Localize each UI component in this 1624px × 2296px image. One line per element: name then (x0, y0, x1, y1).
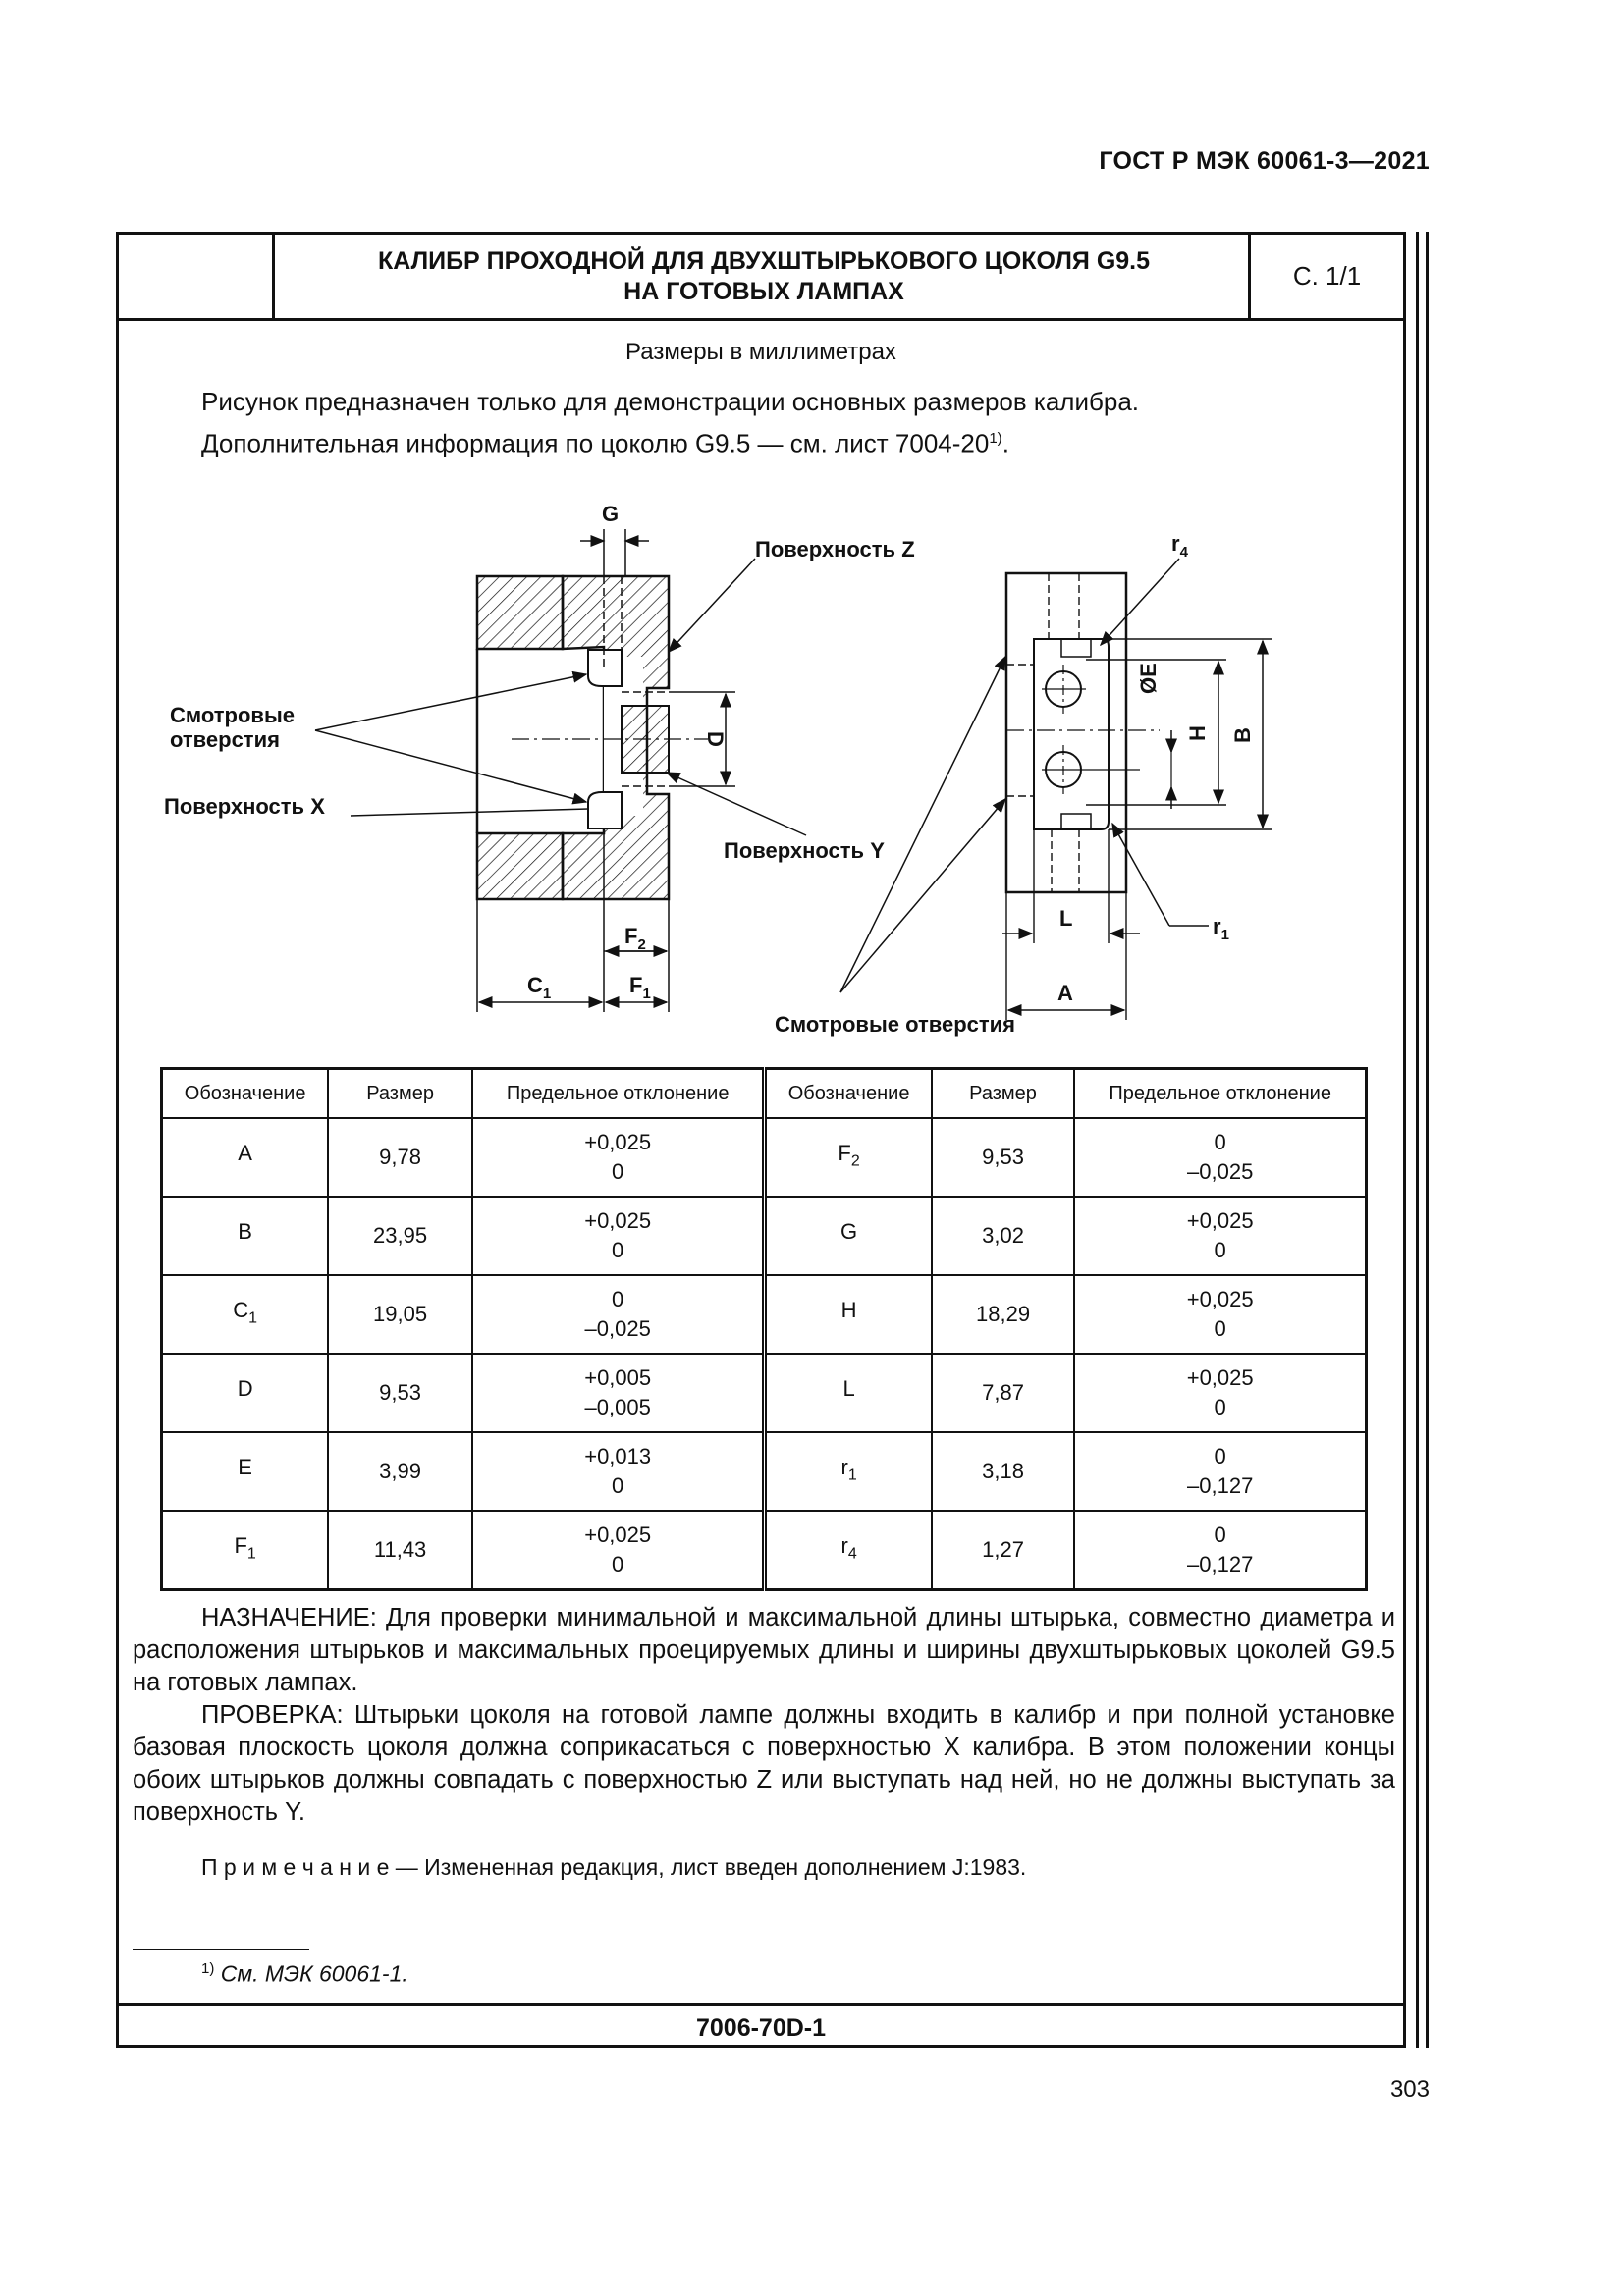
designation-cell: E (162, 1432, 329, 1511)
sheet-frame (116, 232, 1406, 2048)
footnote (201, 1960, 408, 1988)
label-b: B (1230, 727, 1255, 743)
label-l: L (1059, 906, 1073, 931)
table-header: Размер (932, 1069, 1075, 1119)
designation-cell: B (162, 1197, 329, 1275)
label-surface-y: Поверхность Y (724, 838, 885, 863)
label-f1: $F_1$ (629, 973, 651, 1002)
label-surface-z: Поверхность Z (755, 537, 915, 561)
frame-rule-outer-1 (1416, 232, 1419, 2048)
table-header: Предельное отклонение (472, 1069, 765, 1119)
label-r4: $r_4$ (1171, 531, 1188, 561)
label-f2: $F_2$ (624, 924, 646, 953)
standard-header: ГОСТ Р МЭК 60061-3—2021 (1099, 147, 1430, 175)
label-d: D (703, 731, 728, 747)
sheet-code: 7006-70D-1 (695, 2014, 827, 2042)
label-g: G (602, 502, 620, 526)
size-cell: 18,29 (932, 1275, 1075, 1354)
label-c1: $C_1$ (527, 973, 552, 1002)
label-view-holes-2: отверстия (170, 727, 280, 752)
size-cell: 7,87 (932, 1354, 1075, 1432)
check-paragraph: ПРОВЕРКА: Штырьки цоколя на готовой лампе должны входить в калибр и при полной установке базовая плоскость цоколя должна соприкасаться с поверхностью X калибра. В этом положении концы обоих штырьков должны совпадать с поверхностью Z или выступать над ней, но не должны выступать за поверхность Y. (133, 1701, 1395, 1826)
tolerance-cell: +0,005 –0,005 (472, 1354, 765, 1432)
title-line-2: НА ГОТОВЫХ ЛАМПАХ (623, 277, 904, 305)
intro-line-2: Дополнительная информация по цоколю G9.5 — см. лист 7004-20$^{1)}$. (201, 428, 1009, 458)
designation-cell: H (765, 1275, 932, 1354)
label-view-holes-1: Смотровые (170, 703, 295, 727)
dim-g (580, 502, 649, 576)
sheet-number: С. 1/1 (1248, 235, 1403, 318)
tolerance-cell: +0,025 0 (1074, 1354, 1366, 1432)
size-cell: 1,27 (932, 1511, 1075, 1590)
size-cell: 9,53 (932, 1118, 1075, 1197)
table-row (162, 1197, 1367, 1275)
tolerance-cell: +0,025 0 (1074, 1197, 1366, 1275)
front-view (1006, 573, 1160, 892)
tolerance-cell: 0 –0,025 (472, 1275, 765, 1354)
page-number: 303 (1389, 2076, 1430, 2103)
tolerance-cell: +0,025 0 (472, 1197, 765, 1275)
label-e: ØE (1136, 663, 1161, 694)
label-h: H (1185, 725, 1210, 741)
designation-cell: $C_1$ (162, 1275, 329, 1354)
designation-cell: $r_1$ (765, 1432, 932, 1511)
footnote-rule (133, 1949, 309, 1950)
footer-rule (119, 2003, 1403, 2006)
size-cell: 3,99 (328, 1432, 472, 1511)
dimensions-table (160, 1067, 1368, 1591)
designation-cell: G (765, 1197, 932, 1275)
tolerance-cell: +0,025 0 (472, 1511, 765, 1590)
label-r1: $r_1$ (1213, 914, 1229, 943)
designation-cell: $r_4$ (765, 1511, 932, 1590)
label-a: A (1057, 981, 1073, 1005)
size-cell: 3,02 (932, 1197, 1075, 1275)
table-row (162, 1354, 1367, 1432)
size-cell: 19,05 (328, 1275, 472, 1354)
note-text: — Измененная редакция, лист введен дополнением J:1983. (389, 1854, 1027, 1880)
gauge-drawing (119, 235, 1403, 1049)
label-surface-x: Поверхность X (164, 794, 325, 819)
designation-cell: A (162, 1118, 329, 1197)
table-header-row (162, 1069, 1367, 1119)
tolerance-cell: 0 –0,127 (1074, 1511, 1366, 1590)
note (201, 1854, 1026, 1881)
table-header: Обозначение (162, 1069, 329, 1119)
designation-cell: $F_2$ (765, 1118, 932, 1197)
table-header: Размер (328, 1069, 472, 1119)
footnote-mark: 1) (201, 1960, 215, 1977)
size-cell: 11,43 (328, 1511, 472, 1590)
designation-cell: D (162, 1354, 329, 1432)
tolerance-cell: 0 –0,025 (1074, 1118, 1366, 1197)
units-note: Размеры в миллиметрах (625, 339, 896, 365)
designation-cell: $F_1$ (162, 1511, 329, 1590)
purpose-paragraph: НАЗНАЧЕНИЕ: Для проверки минимальной и максимальной длины штырька, совместно диаметра и расположения штырьков и максимальных проецируемых длины и ширины двухштырьковых цоколей G9.5 на готовых лампах. (133, 1604, 1395, 1696)
size-cell: 9,78 (328, 1118, 472, 1197)
table-header: Обозначение (765, 1069, 932, 1119)
tolerance-cell: 0 –0,127 (1074, 1432, 1366, 1511)
tolerance-cell: +0,025 0 (472, 1118, 765, 1197)
label-view-holes-bottom: Смотровые отверстия (775, 1012, 1016, 1037)
table-row (162, 1275, 1367, 1354)
note-label: П р и м е ч а н и е (201, 1854, 390, 1880)
size-cell: 23,95 (328, 1197, 472, 1275)
table-row (162, 1118, 1367, 1197)
frame-rule-outer-2 (1426, 232, 1429, 2048)
table-header: Предельное отклонение (1074, 1069, 1366, 1119)
size-cell: 3,18 (932, 1432, 1075, 1511)
footnote-text: См. МЭК 60061-1. (214, 1960, 408, 1987)
intro-line-1: Рисунок предназначен только для демонстрации основных размеров калибра. (201, 387, 1140, 416)
size-cell: 9,53 (328, 1354, 472, 1432)
tolerance-cell: +0,025 0 (1074, 1275, 1366, 1354)
section-view (477, 576, 708, 899)
tolerance-cell: +0,013 0 (472, 1432, 765, 1511)
table-row (162, 1511, 1367, 1590)
designation-cell: L (765, 1354, 932, 1432)
footnote-ref: 1) (989, 430, 1002, 447)
title-line-1: КАЛИБР ПРОХОДНОЙ ДЛЯ ДВУХШТЫРЬКОВОГО ЦОКОЛЯ G9.5 (377, 246, 1151, 275)
table-row (162, 1432, 1367, 1511)
